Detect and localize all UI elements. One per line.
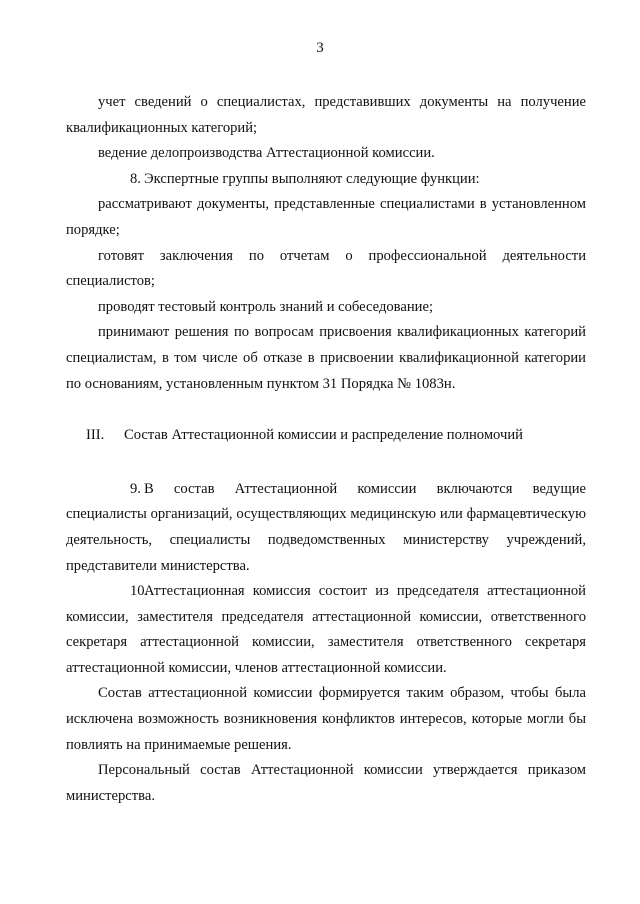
paragraph-item-8 [66, 167, 586, 193]
page-number: 3 [316, 40, 324, 56]
section-title: Состав Аттестационной комиссии и распределение полномочий [124, 427, 523, 444]
item-number-10: 10. [130, 583, 149, 600]
paragraph-testing: проводят тестовый контроль знаний и собеседование; [98, 298, 433, 315]
paragraph-composition: Состав аттестационной комиссии формируется таким образом, чтобы была исключена возможность возникновения конфликтов интересов, которые могли бы повлиять на принимаемые решения. [66, 685, 586, 753]
paragraph-decisions: принимают решения по вопросам присвоения квалификационных категорий специалистам, в том числе об отказе в присвоении квалификационной категории по основаниям, установленным пунктом 31 Порядка № 1083н. [66, 324, 586, 392]
item-10-text: Аттестационная комиссия состоит из председателя аттестационной комиссии, заместителя председателя аттестационной комиссии, ответственного секретаря аттестационной комиссии, заместителя ответственного секретаря аттестационной комиссии, членов аттестационной комиссии. [66, 583, 586, 676]
paragraph-review-documents: рассматривают документы, представленные специалистами в установленном порядке; [66, 196, 586, 238]
item-number-9: 9. [130, 480, 141, 497]
document-body [66, 90, 586, 809]
item-number-8: 8. [130, 170, 141, 187]
item-8-text: Экспертные группы выполняют следующие функции: [144, 170, 480, 187]
item-9-text: В состав Аттестационной комиссии включаются ведущие специалисты организаций, осуществляющих медицинскую или фармацевтическую деятельность, специалисты подведомственных министерству учреждений, представители министерства. [66, 480, 586, 574]
paragraph-recordkeeping: ведение делопроизводства Аттестационной комиссии. [98, 145, 435, 162]
paragraph-records: учет сведений о специалистах, представивших документы на получение квалификационных категорий; [66, 94, 586, 136]
paragraph-personal-composition: Персональный состав Аттестационной комиссии утверждается приказом министерства. [66, 762, 586, 804]
paragraph-item-10 [66, 579, 586, 681]
paragraph-prepare-conclusions: готовят заключения по отчетам о профессиональной деятельности специалистов; [66, 247, 586, 290]
section-heading [66, 423, 586, 449]
paragraph-item-9 [66, 477, 586, 579]
section-number: III. [86, 427, 105, 444]
